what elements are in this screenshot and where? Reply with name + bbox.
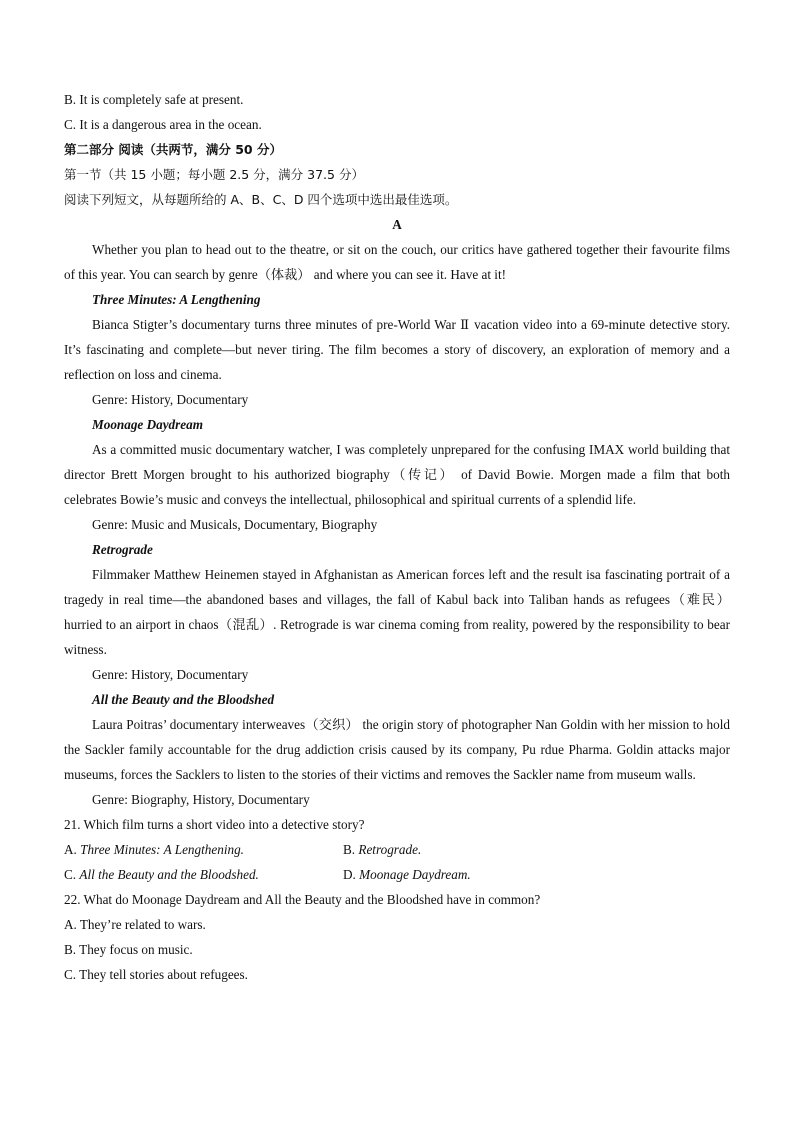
film-genre: Genre: History, Documentary (92, 667, 249, 682)
film-title: All the Beauty and the Bloodshed (92, 692, 275, 707)
film-genre: Genre: Biography, History, Documentary (92, 792, 310, 807)
instruction: 阅读下列短文，从每题所给的 A、B、C、D 四个选项中选出最佳选项。 (64, 192, 458, 207)
option-b: B. Retrograde. (343, 842, 422, 857)
film-genre: Genre: History, Documentary (92, 392, 249, 407)
option-a: A. Three Minutes: A Lengthening. (64, 842, 244, 857)
option-a: A. They’re related to wars. (64, 917, 206, 932)
film-review: Laura Poitras’ documentary interweaves（交织） the origin story of photographer Nan Goldin with her mission to hold the Sackler family accountable for the drug addiction crisis caused by its company, Pu rdue Pharma. Goldin attacks major museums, forces the Sacklers to listen to the stories of their victims and removes the Sackler name from museum walls. (64, 717, 730, 782)
question-stem: 22. What do Moonage Daydream and All the Beauty and the Bloodshed have in common? (64, 892, 541, 907)
film-title: Three Minutes: A Lengthening (92, 292, 261, 307)
passage-intro: Whether you plan to head out to the theatre, or sit on the couch, our critics have gathered together their favourite films of this year. You can search by genre（体裁） and where you can see it. Have at it! (64, 242, 730, 282)
passage-label: A (392, 217, 402, 232)
film-review: Bianca Stigter’s documentary turns three minutes of pre-World War Ⅱ vacation video into a 69-minute detective story. It’s fascinating and complete—but never tiring. The film becomes a story of discovery, an exploration of memory and a reflection on loss and cinema. (64, 317, 730, 382)
option-c: C. All the Beauty and the Bloodshed. (64, 867, 259, 882)
section-title: 第二部分 阅读（共两节，满分 50 分） (64, 142, 282, 157)
film-review: Filmmaker Matthew Heinemen stayed in Afghanistan as American forces left and the result isa fascinating portrait of a tragedy in real time—the abandoned bases and villages, the fall of Kabul back into Taliban hands as refugees（难民） hurried to an airport in chaos（混乱）. Retrograde is war cinema coming from reality, powered by the responsibility to bear witness. (64, 567, 730, 657)
subsection-title: 第一节（共 15 小题；每小题 2.5 分，满分 37.5 分） (64, 167, 364, 182)
exam-page (64, 87, 730, 987)
prev-option-b: B. It is completely safe at present. (64, 92, 244, 107)
film-title: Moonage Daydream (92, 417, 203, 432)
option-d: D. Moonage Daydream. (343, 867, 471, 882)
option-row (64, 837, 730, 862)
question-stem: 21. Which film turns a short video into a detective story? (64, 817, 365, 832)
option-row (64, 862, 730, 887)
option-b: B. They focus on music. (64, 942, 193, 957)
prev-option-c: C. It is a dangerous area in the ocean. (64, 117, 262, 132)
film-genre: Genre: Music and Musicals, Documentary, Biography (92, 517, 378, 532)
film-title: Retrograde (92, 542, 153, 557)
option-c: C. They tell stories about refugees. (64, 967, 248, 982)
film-review: As a committed music documentary watcher, I was completely unprepared for the confusing IMAX world building that director Brett Morgen brought to his authorized biography（传记） of David Bowie. Morgen made a film that both celebrates Bowie’s music and conveys the intellectual, philosophical and spiritual currents of a splendid life. (64, 442, 730, 507)
